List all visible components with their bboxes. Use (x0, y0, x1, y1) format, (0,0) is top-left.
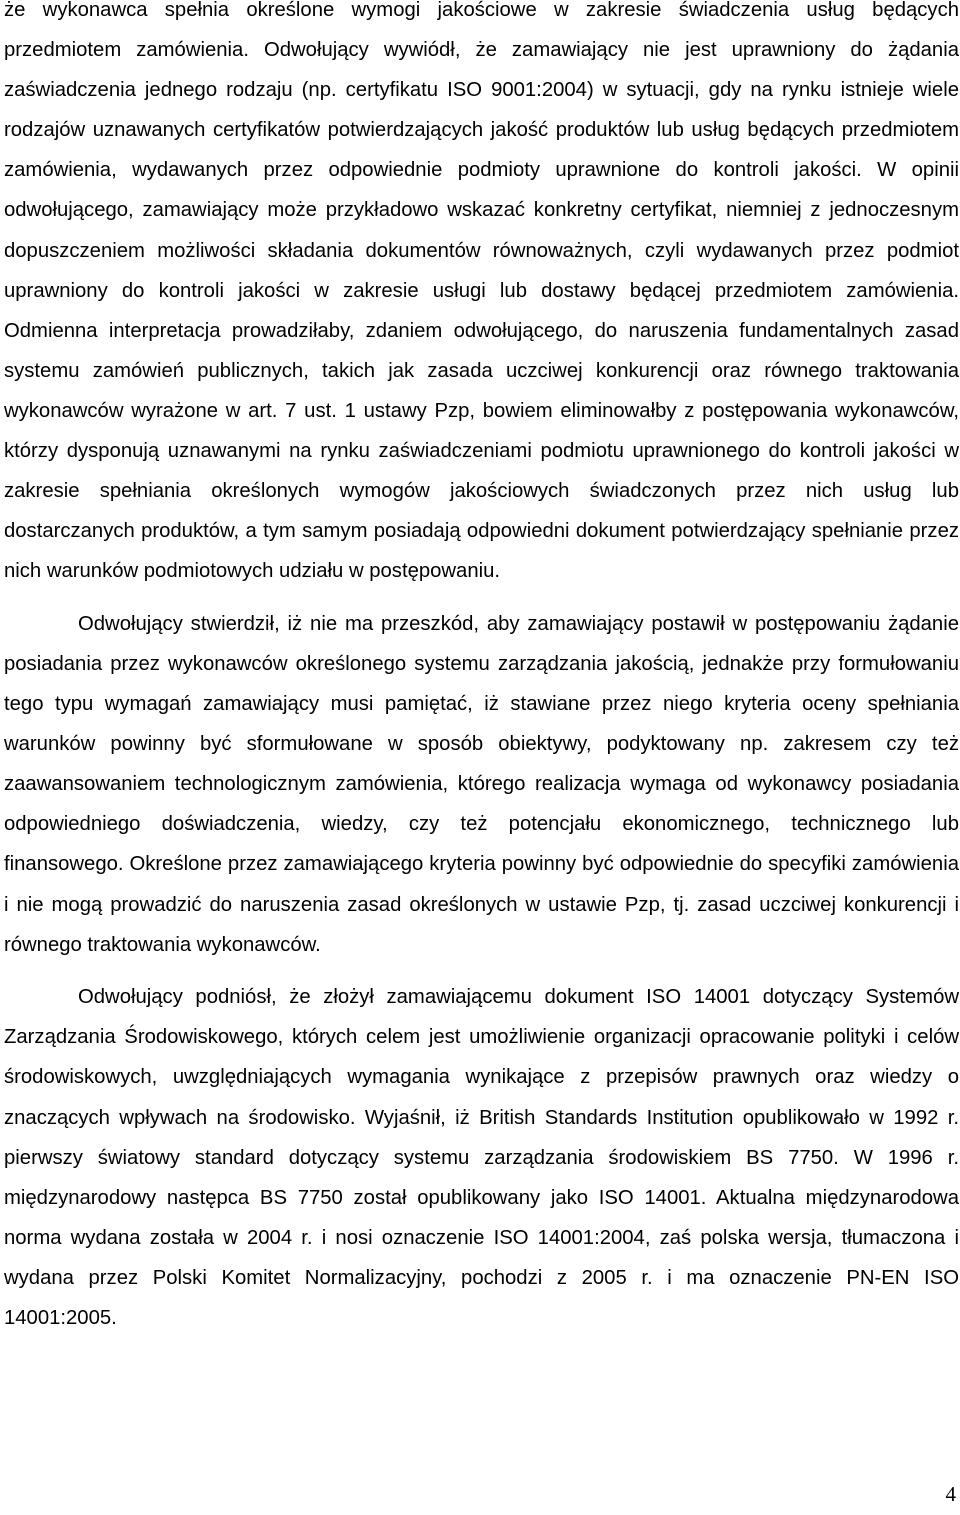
paragraph-iso-14001: Odwołujący podniósł, że złożył zamawiającemu dokument ISO 14001 dotyczący Systemów Zarządzania Środowiskowego, których celem jest umożliwienie organizacji opracowanie polityki i celów środowiskowych, uwzględniających wymagania wynikające z przepisów prawnych oraz wiedzy o znaczących wpływach na środowisko. Wyjaśnił, iż British Standards Institution opublikowało w 1992 r. pierwszy światowy standard dotyczący systemu zarządzania środowiskiem BS 7750. W 1996 r. międzynarodowy następca BS 7750 został opublikowany jako ISO 14001. Aktualna międzynarodowa norma wydana została w 2004 r. i nosi oznaczenie ISO 14001:2004, zaś polska wersja, tłumaczona i wydana przez Polski Komitet Normalizacyjny, pochodzi z 2005 r. i ma oznaczenie PN-EN ISO 14001:2005. (4, 986, 959, 1329)
paragraph-continuation: że wykonawca spełnia określone wymogi jakościowe w zakresie świadczenia usług będących przedmiotem zamówienia. Odwołujący wywiódł, że zamawiający nie jest uprawniony do żądania zaświadczenia jednego rodzaju (np. certyfikatu ISO 9001:2004) w sytuacji, gdy na rynku istnieje wiele rodzajów uznawanych certyfikatów potwierdzających jakość produktów lub usług będących przedmiotem zamówienia, wydawanych przez odpowiednie podmioty uprawnione do kontroli jakości. W opinii odwołującego, zamawiający może przykładowo wskazać konkretny certyfikat, niemniej z jednoczesnym dopuszczeniem możliwości składania dokumentów równoważnych, czyli wydawanych przez podmiot uprawniony do kontroli jakości w zakresie usługi lub dostawy będącej przedmiotem zamówienia. Odmienna interpretacja prowadziłaby, zdaniem odwołującego, do naruszenia fundamentalnych zasad systemu zamówień publicznych, takich jak zasada uczciwej konkurencji oraz równego traktowania wykonawców wyrażone w art. 7 ust. 1 ustawy Pzp, bowiem eliminowałby z postępowania wykonawców, którzy dysponują uznawanymi na rynku zaświadczeniami podmiotu uprawnionego do kontroli jakości w zakresie spełniania określonych wymogów jakościowych świadczonych przez nich usług lub dostarczanych produktów, a tym samym posiadają odpowiedni dokument potwierdzający spełnianie przez nich warunków podmiotowych udziału w postępowaniu. (4, 0, 959, 583)
page-number: 4 (945, 1482, 956, 1506)
document-page (4, 0, 959, 1338)
paragraph-quality-management: Odwołujący stwierdził, iż nie ma przeszkód, aby zamawiający postawił w postępowaniu żądanie posiadania przez wykonawców określonego systemu zarządzania jakością, jednakże przy formułowaniu tego typu wymagań zamawiający musi pamiętać, iż stawiane przez niego kryteria oceny spełniania warunków powinny być sformułowane w sposób obiektywy, podyktowany np. zakresem czy też zaawansowaniem technologicznym zamówienia, którego realizacja wymaga od wykonawcy posiadania odpowiedniego doświadczenia, wiedzy, czy też potencjału ekonomicznego, technicznego lub finansowego. Określone przez zamawiającego kryteria powinny być odpowiednie do specyfiki zamówienia i nie mogą prowadzić do naruszenia zasad określonych w ustawie Pzp, tj. zasad uczciwej konkurencji i równego traktowania wykonawców. (4, 612, 959, 956)
